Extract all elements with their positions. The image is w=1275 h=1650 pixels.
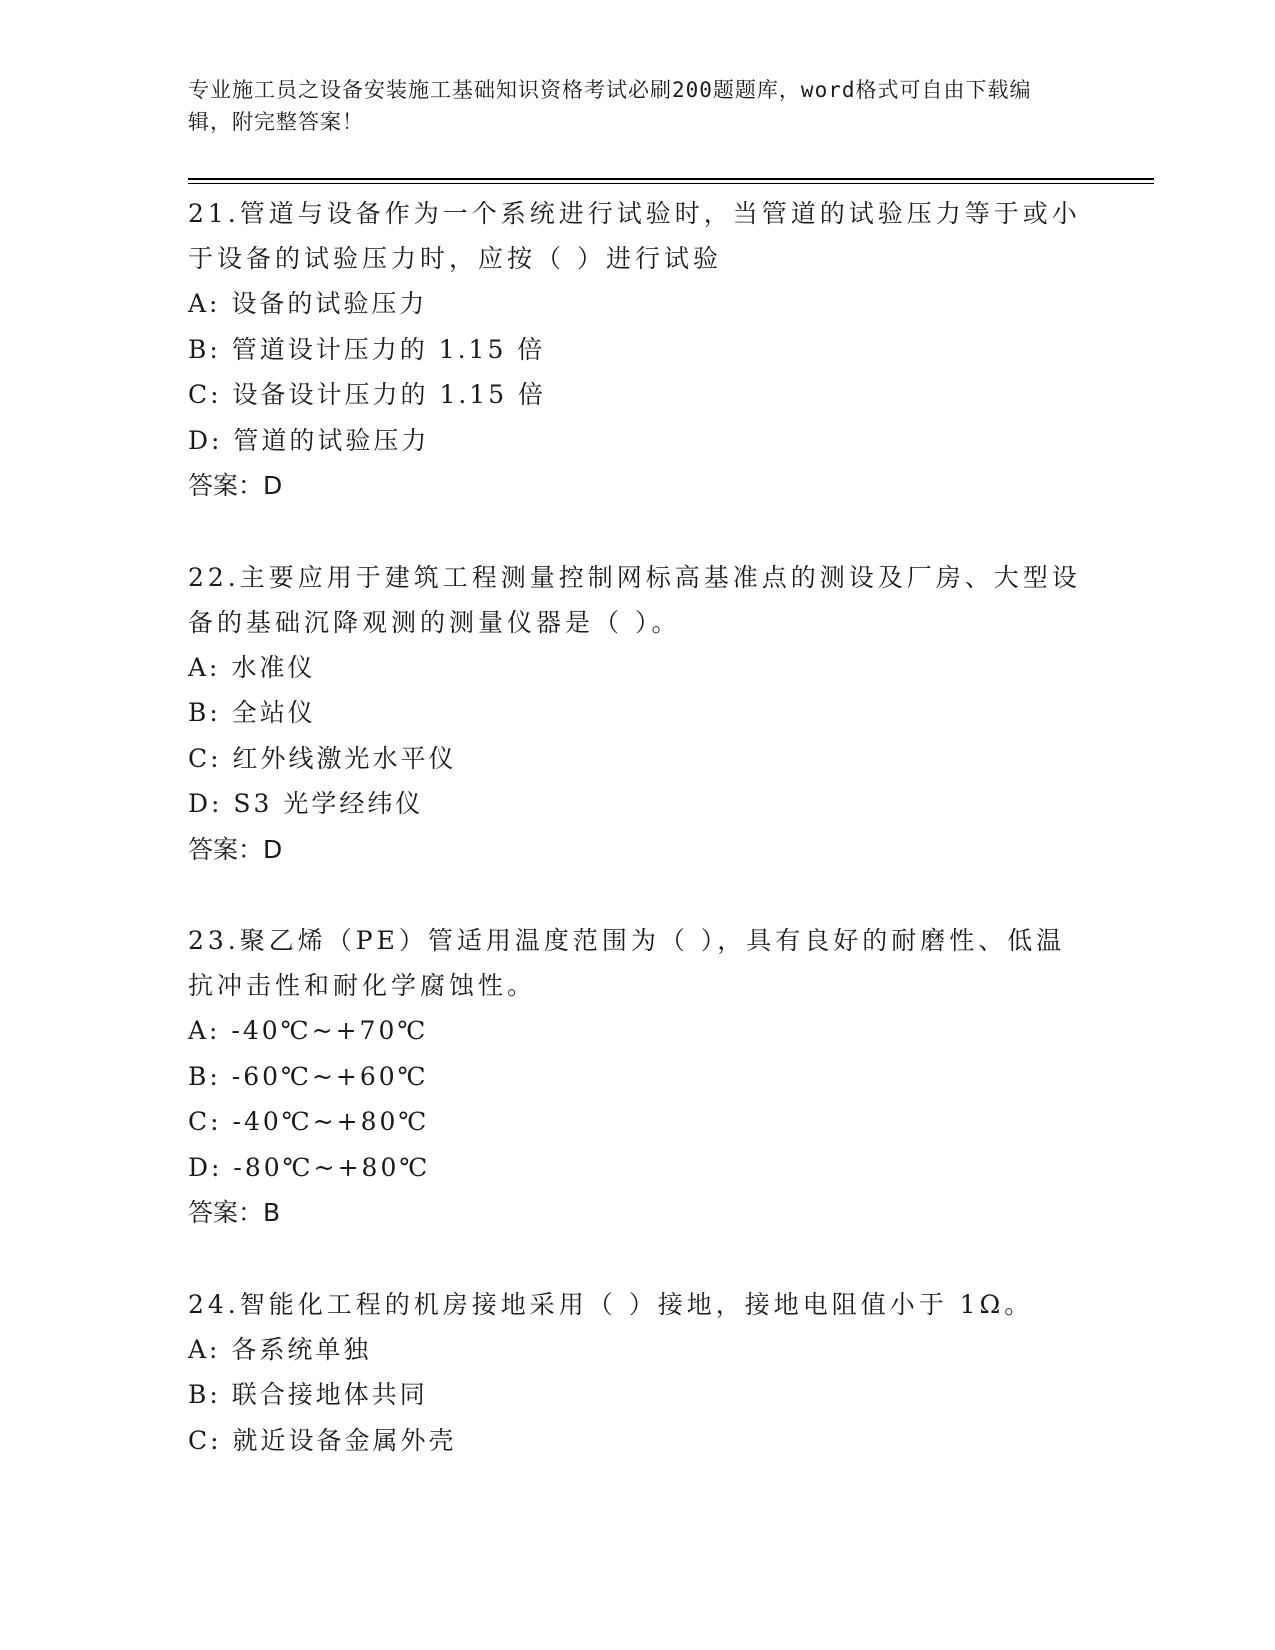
question-23: [188, 918, 1088, 1236]
question-21: [188, 191, 1088, 509]
answer: 答案：D: [188, 834, 283, 864]
option-d: D: S3 光学经纬仪: [188, 789, 424, 818]
option-d: D: -80℃~+80℃: [188, 1152, 431, 1182]
option-a: A: 水准仪: [188, 652, 316, 682]
option-a: A: 各系统单独: [188, 1334, 372, 1364]
question-text: 23.聚乙烯（PE）管适用温度范围为（ ），具有良好的耐磨性、低温抗冲击性和耐化学腐蚀性。: [188, 926, 1066, 1000]
question-text: 21.管道与设备作为一个系统进行试验时，当管道的试验压力等于或小于设备的试验压力时，应按（ ）进行试验: [188, 199, 1081, 273]
question-text: 24.智能化工程的机房接地采用（ ）接地，接地电阻值小于 1Ω。: [188, 1289, 1034, 1319]
option-c: C: 红外线激光水平仪: [188, 743, 457, 773]
option-b: B: -60℃~+60℃: [188, 1061, 429, 1091]
option-c: C: -40℃~+80℃: [188, 1107, 430, 1136]
option-a: A: 设备的试验压力: [188, 289, 428, 318]
question-text: 22.主要应用于建筑工程测量控制网标高基准点的测设及厂房、大型设备的基础沉降观测的测量仪器是（ ）。: [188, 562, 1081, 637]
header-divider-thin: [188, 183, 1154, 184]
option-b: B: 联合接地体共同: [188, 1380, 428, 1409]
option-b: B: 管道设计压力的 1.15 倍: [188, 334, 546, 364]
option-a: A: -40℃~+70℃: [188, 1016, 429, 1045]
option-d: D: 管道的试验压力: [188, 425, 430, 455]
header-divider: [188, 178, 1154, 180]
document-header: 专业施工员之设备安装施工基础知识资格考试必刷200题题库，word格式可自由下载编辑，附完整答案！: [188, 78, 1032, 134]
question-22: [188, 555, 1088, 873]
question-24: [188, 1282, 1088, 1464]
answer: 答案：D: [188, 471, 283, 500]
option-c: C: 设备设计压力的 1.15 倍: [188, 380, 547, 409]
option-b: B: 全站仪: [188, 698, 316, 727]
question-list: [188, 191, 1088, 1509]
option-c: C: 就近设备金属外壳: [188, 1425, 457, 1455]
answer: 答案：B: [188, 1198, 281, 1227]
